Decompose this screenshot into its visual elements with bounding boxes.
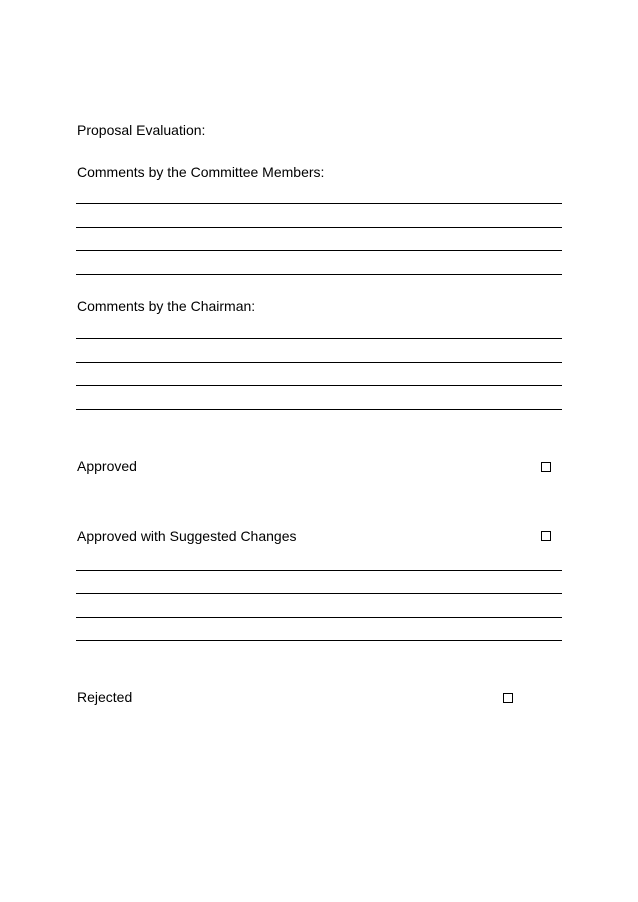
chairman-comment-line-3[interactable] — [76, 385, 562, 386]
suggested-changes-line-3[interactable] — [76, 617, 562, 618]
chairman-comment-line-1[interactable] — [76, 338, 562, 339]
suggested-changes-line-2[interactable] — [76, 593, 562, 594]
committee-comment-line-2[interactable] — [76, 227, 562, 228]
rejected-checkbox[interactable] — [503, 693, 513, 703]
committee-comments-label: Comments by the Committee Members: — [77, 164, 325, 180]
approved-with-changes-label: Approved with Suggested Changes — [77, 528, 297, 544]
approved-with-changes-checkbox[interactable] — [541, 531, 551, 541]
suggested-changes-line-1[interactable] — [76, 570, 562, 571]
rejected-label: Rejected — [77, 689, 133, 705]
approved-label: Approved — [77, 458, 137, 474]
chairman-comments-label: Comments by the Chairman: — [77, 298, 256, 314]
committee-comment-line-4[interactable] — [76, 274, 562, 275]
approved-checkbox[interactable] — [541, 462, 551, 472]
chairman-comment-line-4[interactable] — [76, 409, 562, 410]
committee-comment-line-1[interactable] — [76, 203, 562, 204]
proposal-evaluation-heading: Proposal Evaluation: — [77, 122, 206, 138]
suggested-changes-line-4[interactable] — [76, 640, 562, 641]
committee-comment-line-3[interactable] — [76, 250, 562, 251]
chairman-comment-line-2[interactable] — [76, 362, 562, 363]
